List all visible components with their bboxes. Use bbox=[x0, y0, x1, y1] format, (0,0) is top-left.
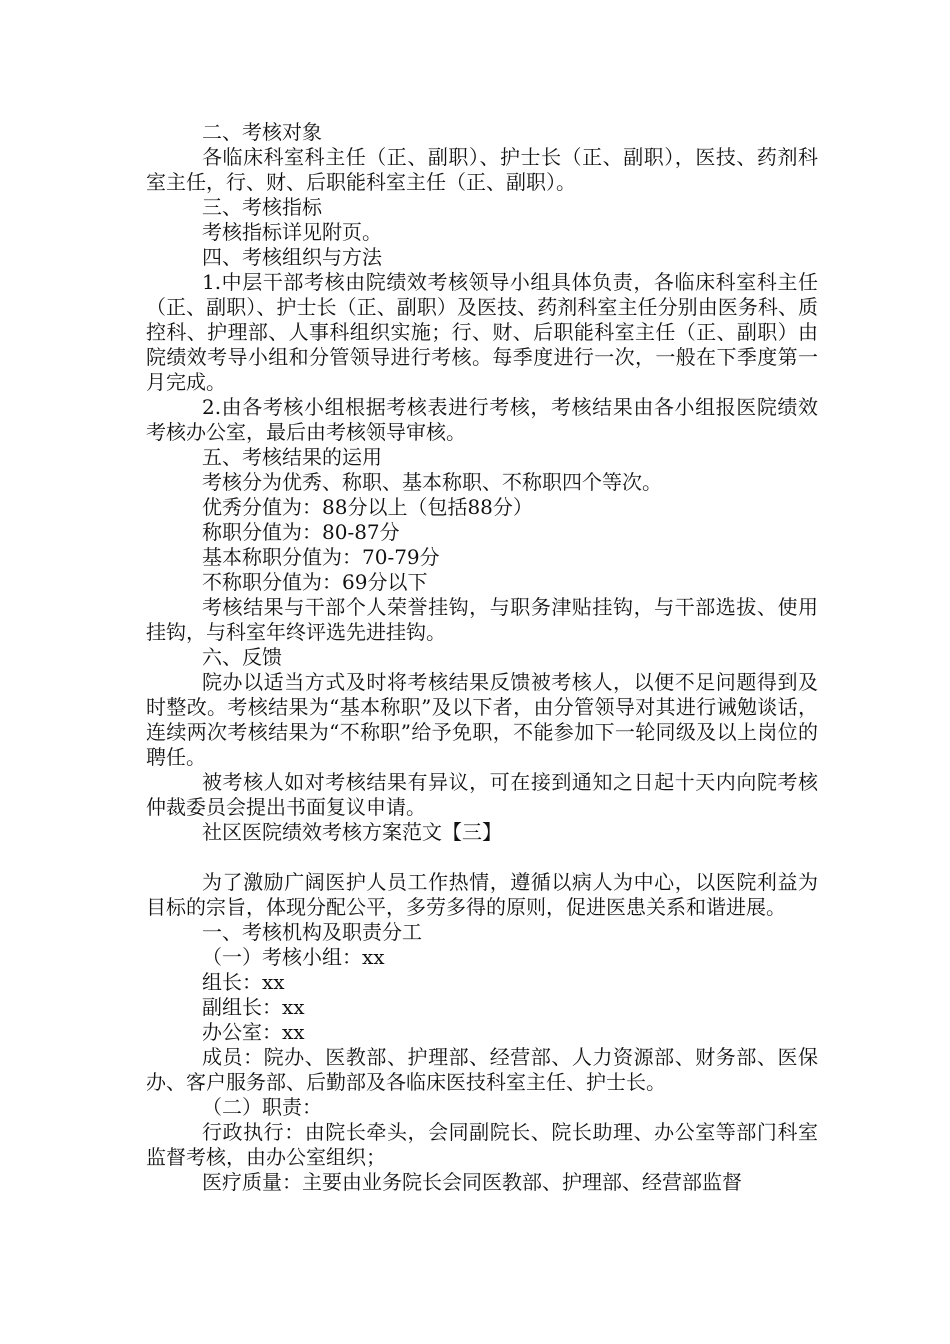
paragraph: 成员：院办、医教部、护理部、经营部、人力资源部、财务部、医保办、客户服务部、后勤部及各临床医技科室主任、护士长。 bbox=[146, 1045, 818, 1094]
document-body bbox=[146, 120, 818, 1195]
score-line: 基本称职分值为：70-79分 bbox=[202, 545, 440, 569]
section-heading: 一、考核机构及职责分工 bbox=[202, 920, 422, 944]
paragraph: 考核结果与干部个人荣誉挂钩，与职务津贴挂钩，与干部选拔、使用挂钩，与科室年终评选先进挂钩。 bbox=[146, 595, 818, 644]
section-heading: 三、考核指标 bbox=[202, 195, 322, 219]
member-line: 副组长：xx bbox=[202, 995, 305, 1019]
paragraph: 为了激励广阔医护人员工作热情，遵循以病人为中心，以医院利益为目标的宗旨，体现分配公平，多劳多得的原则，促进医患关系和谐进展。 bbox=[146, 870, 818, 919]
subsection-heading: （二）职责： bbox=[202, 1095, 322, 1119]
paragraph: 考核分为优秀、称职、基本称职、不称职四个等次。 bbox=[202, 470, 662, 494]
paragraph: 各临床科室科主任（正、副职）、护士长（正、副职），医技、药剂科室主任，行、财、后职能科室主任（正、副职）。 bbox=[146, 145, 818, 194]
paragraph: 院办以适当方式及时将考核结果反馈被考核人，以便不足问题得到及时整改。考核结果为“基本称职”及以下者，由分管领导对其进行诫勉谈话，连续两次考核结果为“不称职”给予免职，不能参加下一轮同级及以上岗位的聘任。 bbox=[146, 670, 818, 769]
score-line: 不称职分值为：69分以下 bbox=[202, 570, 428, 594]
paragraph: 行政执行：由院长牵头，会同副院长、院长助理、办公室等部门科室监督考核，由办公室组织； bbox=[146, 1120, 818, 1169]
paragraph: 医疗质量：主要由业务院长会同医教部、护理部、经营部监督 bbox=[202, 1170, 742, 1194]
paragraph: 被考核人如对考核结果有异议，可在接到通知之日起十天内向院考核仲裁委员会提出书面复议申请。 bbox=[146, 770, 818, 819]
score-line: 称职分值为：80-87分 bbox=[202, 520, 400, 544]
document-title: 社区医院绩效考核方案范文【三】 bbox=[202, 820, 502, 844]
paragraph: 2.由各考核小组根据考核表进行考核，考核结果由各小组报医院绩效考核办公室，最后由考核领导审核。 bbox=[146, 395, 818, 444]
subsection-heading: （一）考核小组：xx bbox=[202, 945, 385, 969]
section-heading: 二、考核对象 bbox=[202, 120, 322, 144]
member-line: 组长：xx bbox=[202, 970, 285, 994]
blank-line bbox=[146, 845, 818, 870]
score-line: 优秀分值为：88分以上（包括88分） bbox=[202, 495, 533, 519]
section-heading: 四、考核组织与方法 bbox=[202, 245, 382, 269]
paragraph: 考核指标详见附页。 bbox=[202, 220, 382, 244]
section-heading: 六、反馈 bbox=[202, 645, 282, 669]
member-line: 办公室：xx bbox=[202, 1020, 305, 1044]
section-heading: 五、考核结果的运用 bbox=[202, 445, 382, 469]
paragraph: 1.中层干部考核由院绩效考核领导小组具体负责，各临床科室科主任（正、副职）、护士长（正、副职）及医技、药剂科室主任分别由医务科、质控科、护理部、人事科组织实施；行、财、后职能科室主任（正、副职）由院绩效考导小组和分管领导进行考核。每季度进行一次，一般在下季度第一月完成。 bbox=[146, 270, 818, 394]
